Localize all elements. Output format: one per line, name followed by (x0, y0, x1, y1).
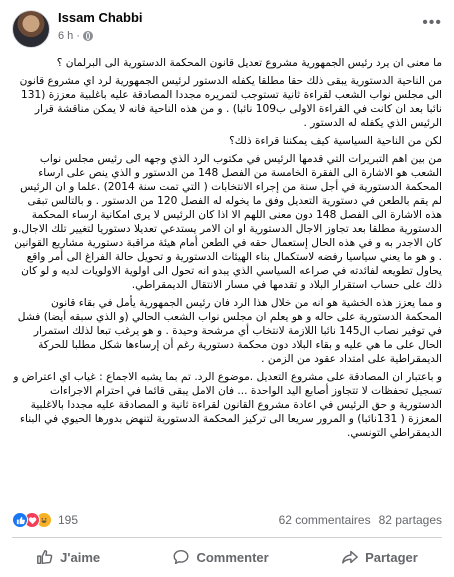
reaction-icons[interactable] (12, 512, 48, 528)
post-header (0, 0, 454, 56)
comments-count[interactable]: 62 commentaires (278, 513, 371, 527)
post-paragraph: لكن من الناحية السياسية كيف يمكننا قراءة ذلك؟ (229, 135, 442, 147)
post-text (12, 56, 442, 444)
more-options-icon[interactable]: ••• (422, 14, 442, 31)
engagement-stats (279, 513, 442, 527)
post-paragraph: و باعتبار ان المصادقة على مشروع التعديل .موضوع الرد. تم بما يشبه الاجماع : غياب اي اعتراض و تسجيل تحفظات لا تتجاوز أصابع اليد الواحدة ... فان الامل يبقى قائما في احترام الاجراءات الدستورية و حق الرئيس في اعادة مشروع القانون لقراءة ثانية و المصادقة عليه مجددا بالاغلبية المعززة ( 131نائبا) و المرور سريعا الى تركيز المحكمة الدستورية لتنهض بدورها الحيوي في البناء الديمقراطي التونسي. (13, 371, 442, 439)
post-meta (58, 30, 93, 42)
post-paragraph: من بين اهم التبريرات التي قدمها الرئيس في مكتوب الرد الذي وجهه الى رئيس مجلس نواب الشعب هو الاشارة الى الفقرة الخامسة من الفصل 148 من الدستور و الذي ينص على ارساء المحكمة الدستورية في أجل سنة من إجراء الانتخابات ( التي تمت سنة 2014) .علما و ان الرئيس لم يقم بالطعن في دستورية التعديل وفق ما يخوله له الفصل 120 من الدستور . و بالتالس تبقى هذه الاشارة الى الفصل 148 دون معنى اللهم الا اذا كان الرئيس لا يرى امكانية ارساء المحكمة الدستورية مطلقا بعد تجاوز الاجال الدستورية او ان الامر يستدعي تعديلا دستوريا لتغيير تلك الاجال.و كان الاجدر به و في هذه الحال إستعمال حقه في الطعن أمام هيئة مراقبة دستورية مشاريع القوانين . و هو ما يعني سياسيا رفضه لاستكمال بناء الهيئات الدستورية و تحويل حالة الفراغ الى أمر واقع يحاول تطويعه لفائدته في صراعه السياسي الذي يبدو انه تحول الى اولوية الاولويات لديه و لو كان ذلك على حساب استقرار البلاد و تقدمها في مسار الانتقال الديمقراطي. (12, 153, 442, 291)
divider (12, 537, 442, 538)
post-actions (0, 540, 454, 574)
share-label: Partager (365, 549, 418, 565)
like-reaction-icon (12, 512, 28, 528)
share-icon (341, 548, 359, 566)
post-time[interactable]: 6 h (58, 30, 74, 42)
post-paragraph: و مما يعزز هذه الخشية هو انه من خلال هذا الرد فان رئيس الجمهورية يأمل في بقاء قانون المحكمة الدستورية على حاله و هو يعلم ان مجلس نواب الشعب الحالي (و الذي سبقه أيضا) فشل في توفير نصاب ال145 نائبا اللازمة لانتخاب أي مرشحة وحيدة . و هو يرغب تبعا لذلك استمرار الحال على ما هي عليه و بقاء البلاد دون محكمة دستورية رغم أن إرساءها شكل مطلبا للحركة الديمقراطية على امتداد عقود من الزمن . (17, 297, 442, 365)
like-label: J'aime (60, 549, 101, 565)
reaction-count[interactable]: 195 (58, 513, 79, 527)
share-button[interactable] (341, 548, 418, 566)
author-name[interactable]: Issam Chabbi (58, 10, 143, 25)
meta-separator: · (76, 30, 80, 42)
author-avatar[interactable] (12, 10, 50, 48)
reactions-bar (12, 510, 442, 530)
comment-icon (172, 548, 190, 566)
thumbs-up-icon (36, 548, 54, 566)
globe-icon[interactable] (83, 31, 93, 41)
comment-label: Commenter (196, 549, 269, 565)
post-paragraph: من الناحية الدستورية يبقى ذلك حقا مطلقا يكفله الدستور لرئيس الجمهورية لرد اي مشروع قانون الى مجلس نواب الشعب لقراءة ثانية تستوجب لتمريره مجددا المصادقة عليه باغلبية معززة (131 نائبا بعد ان كانت في القراءة الاولى ب109 نائبا) . و من هذه الناحية فانه لا يمكن مناقشة قرار الرئيس الذي يكفله له الدستور . (19, 75, 442, 129)
post-paragraph: ما معنى ان يرد رئيس الجمهورية مشروع تعديل قانون المحكمة الدستورية الى البرلمان ؟ (56, 57, 442, 69)
comment-button[interactable] (172, 548, 268, 566)
shares-count[interactable]: 82 partages (378, 513, 442, 527)
like-button[interactable] (36, 548, 100, 566)
